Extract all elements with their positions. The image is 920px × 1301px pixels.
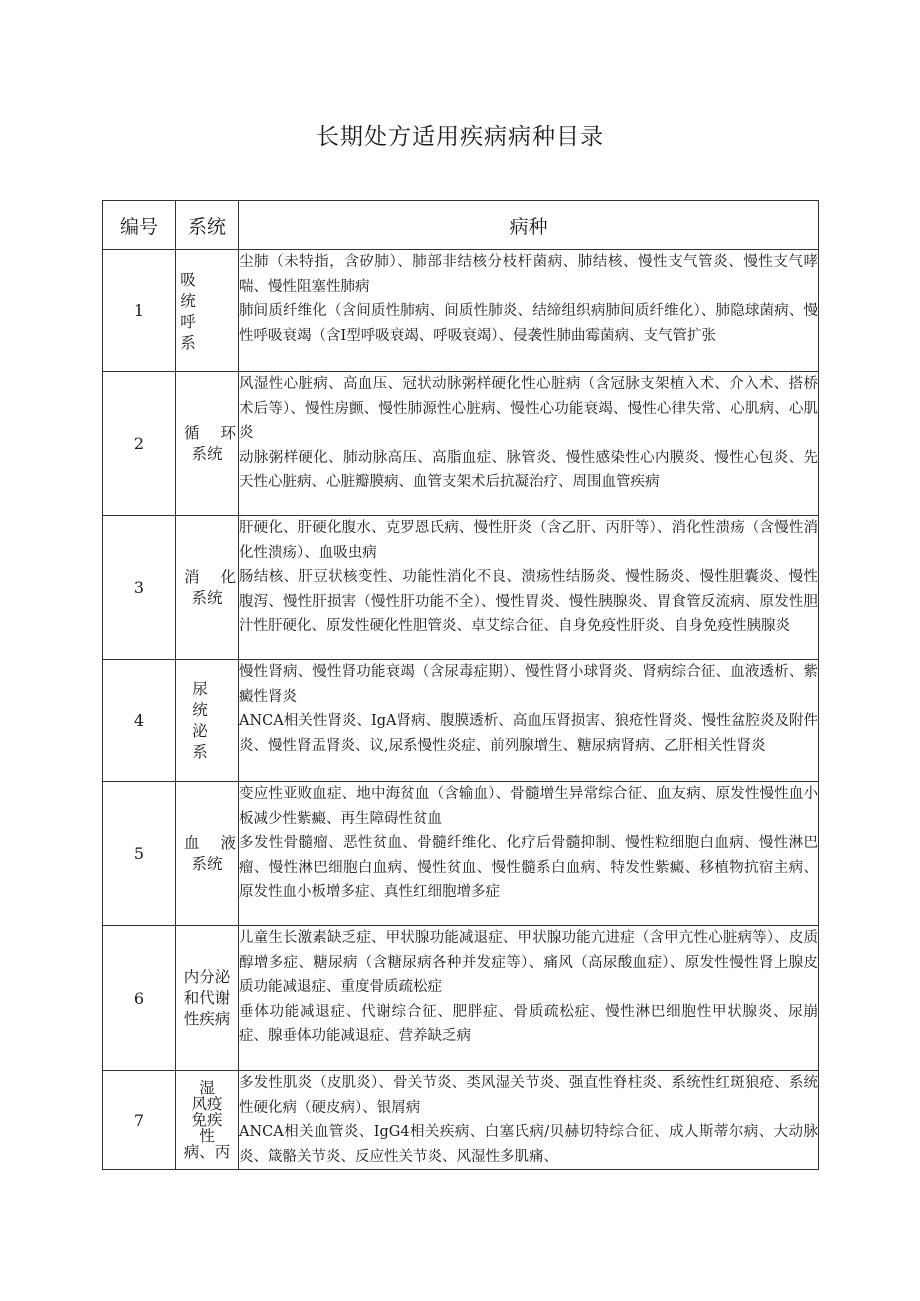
row-diseases (239, 372, 819, 516)
table-header-row (103, 201, 819, 250)
row-number: 4 (103, 660, 176, 782)
row-number: 7 (103, 1071, 176, 1170)
system-line: 吸 (180, 270, 196, 289)
header-number: 编号 (103, 201, 176, 250)
disease-paragraph: 动脉粥样硬化、肺动脉高压、高脂血症、脉管炎、慢性感染性心内膜炎、慢性心包炎、先天性心脏病、心脏瓣膜病、血管支架术后抗凝治疗、周围血管疾病 (239, 449, 818, 490)
disease-paragraph: 变应性亚败血症、地中海贫血（含输血）、骨髓增生异常综合征、血友病、原发性慢性血小板减少性紫癜、再生障碍性贫血 (239, 786, 818, 827)
system-line: 泌 (192, 721, 208, 740)
disease-paragraph: ANCA相关血管炎、IgG4相关疾病、白塞氏病/贝赫切特综合征、成人斯蒂尔病、大动脉炎、箴骼关节炎、反应性关节炎、风湿性多肌痛、 (239, 1124, 818, 1165)
row-system (176, 372, 239, 516)
table-row (103, 782, 819, 926)
system-line: 病、丙 (183, 1143, 231, 1161)
system-line: 统 (192, 700, 208, 719)
system-line: 性 (199, 1127, 215, 1145)
table-row (103, 250, 819, 372)
disease-paragraph: 肝硬化、肝硬化腹水、克罗恩氏病、慢性肝炎（含乙肝、丙肝等）、消化性溃疡（含慢性消化性溃疡）、血吸虫病 (239, 520, 818, 561)
system-line: 系 (180, 333, 196, 352)
row-diseases (239, 250, 819, 372)
row-diseases (239, 782, 819, 926)
row-number: 5 (103, 782, 176, 926)
system-line: 系统 (191, 444, 223, 463)
system-line: 湿 (199, 1079, 215, 1097)
disease-paragraph: 慢性肾病、慢性肾功能衰竭（含尿毒症期）、慢性肾小球肾炎、肾病综合征、血液透析、紫癜性肾炎 (239, 664, 818, 705)
disease-paragraph: 多发性肌炎（皮肌炎）、骨关节炎、类风湿关节炎、强直性脊柱炎、系统性红斑狼疮、系统性硬化病（硬皮病）、银屑病 (239, 1075, 818, 1116)
row-diseases (239, 1071, 819, 1170)
row-system (176, 926, 239, 1071)
system-line: 免疾 (191, 1111, 223, 1129)
system-line: 性疾病 (183, 1009, 231, 1028)
table-row (103, 516, 819, 660)
header-system: 系统 (176, 201, 239, 250)
header-disease: 病种 (239, 201, 819, 250)
system-line: 系统 (191, 854, 223, 873)
system-line: 尿 (192, 679, 208, 698)
system-line: 系 (192, 742, 208, 761)
system-line: 呼 (180, 312, 196, 331)
table-row (103, 372, 819, 516)
row-number: 2 (103, 372, 176, 516)
disease-paragraph: 风湿性心脏病、高血压、冠状动脉粥样硬化性心脏病（含冠脉支架植入术、介入术、搭桥术后等）、慢性房颤、慢性肺源性心脏病、慢性心功能衰竭、慢性心律失常、心肌病、心肌炎 (239, 376, 818, 441)
row-number: 6 (103, 926, 176, 1071)
page-title: 长期处方适用疾病病种目录 (316, 124, 604, 150)
row-diseases (239, 660, 819, 782)
system-line: 循 环 (184, 423, 236, 442)
table-row (103, 660, 819, 782)
disease-paragraph: 垂体功能减退症、代谢综合征、肥胖症、骨质疏松症、慢性淋巴细胞性甲状腺炎、尿崩症、腺垂体功能减退症、营养缺乏病 (239, 1003, 818, 1044)
disease-paragraph: 尘肺（未特指，含矽肺）、肺部非结核分枝杆菌病、肺结核、慢性支气管炎、慢性支气哮喘、慢性阻塞性肺病 (239, 254, 818, 295)
disease-paragraph: 多发性骨髓瘤、恶性贫血、骨髓纤维化、化疗后骨髓抑制、慢性粒细胞白血病、慢性淋巴瘤、慢性淋巴细胞白血病、慢性贫血、慢性髓系白血病、特发性紫癜、移植物抗宿主病、原发性血小板增多症、真性红细胞增多症 (239, 835, 818, 900)
row-system (176, 782, 239, 926)
disease-paragraph: 肺间质纤维化（含间质性肺病、间质性肺炎、结缔组织病肺间质纤维化）、肺隐球菌病、慢性呼吸衰竭（含Ⅰ型呼吸衰竭、呼吸衰竭）、侵袭性肺曲霉菌病、支气管扩张 (239, 303, 818, 344)
table-row (103, 1071, 819, 1170)
system-line: 和代谢 (183, 988, 231, 1007)
system-line: 统 (180, 291, 196, 310)
row-diseases (239, 926, 819, 1071)
system-line: 内分泌 (183, 967, 231, 986)
table-row (103, 926, 819, 1071)
system-line: 风疫 (191, 1095, 223, 1113)
system-line: 消 化 (184, 567, 236, 586)
row-system (176, 250, 239, 372)
row-system (176, 516, 239, 660)
disease-paragraph: 肠结核、肝豆状核变性、功能性消化不良、溃疡性结肠炎、慢性肠炎、慢性胆囊炎、慢性腹泻、慢性肝损害（慢性肝功能不全）、慢性胃炎、慢性胰腺炎、胃食管反流病、原发性胆汁性肝硬化、原发性硬化性胆管炎、卓艾综合征、自身免疫性肝炎、自身免疫性胰腺炎 (239, 569, 818, 634)
disease-paragraph: 儿童生长激素缺乏症、甲状腺功能减退症、甲状腺功能亢进症（含甲亢性心脏病等）、皮质醇增多症、糖尿病（含糖尿病各种并发症等）、痛风（高尿酸血症）、原发性慢性肾上腺皮质功能减退症、重度骨质疏松症 (239, 930, 818, 995)
disease-paragraph: ANCA相关性肾炎、IgA肾病、腹膜透析、高血压肾损害、狼疮性肾炎、慢性盆腔炎及附件炎、慢性肾盂肾炎、议,尿系慢性炎症、前列腺增生、糖尿病肾病、乙肝相关性肾炎 (239, 713, 818, 754)
disease-catalog-table (102, 200, 819, 1170)
row-number: 3 (103, 516, 176, 660)
system-line: 血 液 (184, 833, 236, 852)
system-line: 系统 (191, 588, 223, 607)
row-system (176, 660, 239, 782)
row-diseases (239, 516, 819, 660)
row-system (176, 1071, 239, 1170)
row-number: 1 (103, 250, 176, 372)
